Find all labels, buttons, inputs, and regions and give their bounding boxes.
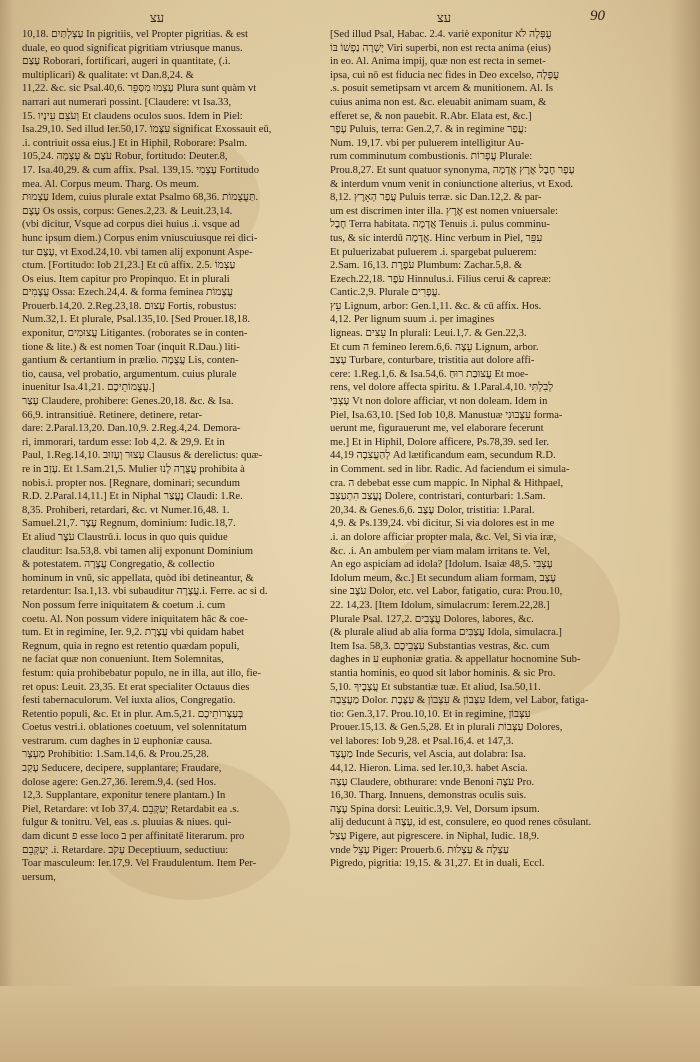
text-line: clauditur: Isa.53,8. vbi tamen alij exponunt Dominium (22, 545, 253, 557)
text-line: Coetus vestri.i. oblationes coetuum, vel solennitatum (22, 722, 247, 734)
text-line: ret opus: Leuit. 23,35. Et erat specialiter Octauus dies (22, 681, 250, 693)
text-line: מַעֲצֵבָה Dolor. עִצָּבוֹן & עִצְּבוֹן & עַצֶּבֶת Idem, vel Labor, fatiga- (330, 695, 589, 707)
text-line: עֲצָמִים Ossa: Ezech.24,4. & forma feminea עֲצָמוֹת (22, 287, 234, 299)
text-line: עָצְבִּי Vt non dolore afficiar, vt non doleam. Idem in (330, 396, 548, 408)
text-line: [Sed illud Psal, Habac. 2.4. variè exponitur עֻפְּלָה לֹא (330, 29, 552, 40)
text-line: עָפָר Puluis, terra: Gen.2,7. & in regimine עֲפַר: (330, 124, 527, 136)
text-line: 15. וְעֹצֵם עֵינָיו Et claudens oculos suos. Idem in Piel: (22, 110, 243, 122)
text-line: עֶצֶם Os ossis, corpus: Genes.2,23. & Leuit.23,14. (22, 205, 233, 217)
text-line: mea. Al. Corpus meum. Tharg. Os meum. (22, 178, 200, 190)
text-line: עָצַב Turbare, conturbare, tristitia aut dolore affi- (330, 355, 535, 367)
text-line: Plurale Psal. 127,2. עֲצָבִים Dolores, labores, &c. (330, 613, 534, 625)
text-line: stantia hominis, eo quod sit labor hominis. & sic Pro. (330, 667, 556, 679)
text-line: .i. contriuit ossa eius.] Et in Hiphil, Roborare: Psalm. (22, 137, 248, 149)
text-line: rens, vel dolore affecta spiritu. & 1.Paral.4,10. לְבִלְתִּי (330, 382, 554, 394)
text-line: hominum in vnū, sic appellata, quòd ibi detineantur, & (22, 572, 254, 584)
text-line: עָצַר Claudere, prohibere: Genes.20,18. &c. & Isa. (22, 396, 234, 408)
text-line: cra. ה debebat esse cum mappic. In Niphal & Hithpael, (330, 477, 564, 489)
page-number: 90 (590, 8, 605, 24)
text-line: sine עֹצֶב Dolor, etc. vel Labor, fatigatio, cura: Prou.10, (330, 586, 563, 598)
text-line: .s. posuit semetipsam vt arcem & munitionem. Al. Is (330, 83, 554, 95)
text-line: Non possum ferre iniquitatem & coetum .i. cum (22, 599, 226, 611)
text-line: 20,34. & Genes.6,6. עֶצֶב Dolor, tristitia: 1.Paral. (330, 504, 535, 516)
text-line: (vbi dicitur, Vsque ad corpus diei huius .i. vsque ad (22, 219, 240, 231)
text-line: Os eius. Item capitur pro Propinquo. Et in plurali (22, 273, 230, 285)
text-line: Item Isa. 58,3. עַצְּבֵיכֶם Substantias vestras, &c. cum (330, 640, 550, 652)
text-line: me.] Et in Hiphil, Dolore afficere, Ps.78,39. sed Ier. (330, 436, 549, 448)
page-header (0, 8, 700, 28)
text-line: tio, causa, vel probatio, argumentum. cuius plurale (22, 368, 237, 380)
page-edge-shadow (670, 0, 700, 1062)
text-line: ipsa, cui nō est fiducia nec fides in Deo excelso, עֻפְּלָה (330, 69, 560, 81)
text-line: tio: Gen.3,17. Prou.10,10. Et in regimine, עִצְּבוֹן (330, 708, 531, 720)
text-line: An ego aspiciam ad idola? [Idolum. Isaiæ 48,5. עָצְבִּי (330, 559, 553, 571)
text-line: inuenitur Isa.41,21. עֲצֻמוֹתֵיכֶם.] (22, 382, 155, 394)
text-line: 8,12. עֲפַר הָאָרֶץ Puluis terræ. sic Dan.12,2. & par- (330, 192, 542, 204)
text-line: alij deducunt à עָצָה, id est, consulere, eo quod renes cōsulant. (330, 817, 592, 829)
text-line: Piel, Retardare: vt Iob 37,4. יְעַקְּבֵם Retardabit ea .s. (22, 803, 240, 815)
text-line: 44,19 לְהַעֲצִבָה Ad lætificandum eam, secundum R.D. (330, 450, 556, 462)
text-line: 4,12. Per lignum suum .i. per imagines (330, 314, 495, 326)
text-line: cuius anima non est. &c. eleuabit animam suam, & (330, 96, 547, 108)
text-line: & interdum vnum venit in coniunctione alterius, vt Exod. (330, 178, 574, 190)
text-line: um est discrimen inter illa. אֶרֶץ est nomen vniuersale: (330, 205, 559, 217)
text-line: coetu. Al. Non possum videre iniquitatem hâc & coe- (22, 613, 248, 625)
text-line: .i. an dolore afficiar propter mala, &c. Vel, Si via iræ, (330, 531, 557, 543)
text-line: tum. Et in regimine, Ier. 9,2. עֲצֶרֶת vbi quidam habet (22, 627, 245, 639)
text-line: tione & lite.) & est nomen Toar (inquit R.Dau.) liti- (22, 341, 240, 353)
text-line: Toar masculeum: Ier.17,9. Vel Fraudulentum. Item Per- (22, 858, 257, 870)
text-line: uerunt me, figurauerunt me, vel elaborare fecerunt (330, 423, 544, 435)
text-line: 8,35. Prohiberi, retardari, &c. vt Numer.16,48. 1. (22, 504, 230, 516)
text-line: Samuel.21,7. עֶצֶר Regnum, dominium: Iudic.18,7. (22, 518, 236, 530)
text-line: vestrarum. cum daghes in ע euphoniæ causa. (22, 735, 213, 747)
text-line: עַצְמוּת Idem, cuius plurale extat Psalmo 68,36. תַּעֲצֻמוֹת. (22, 192, 259, 204)
text-line: 66,9. intransitiuè. Retinere, detinere, retar- (22, 409, 203, 421)
text-line: in eo. Al. Anima impij, quæ non est recta in semet- (330, 56, 546, 68)
text-line: Paul, 1.Reg.14,10. עָצוּר וְעָזוּב Clausus & derelictus: quæ- (22, 450, 263, 462)
text-line: tur עֶצֶם, vt Exod.24,10. vbi tamen alij exponunt Aspe- (22, 246, 253, 258)
text-line: עָצַל Pigere, aut pigrescere. in Niphal, Iudic. 18,9. (330, 831, 540, 843)
page-gutter-shadow (0, 0, 14, 1062)
text-line: retardentur: Isa.1,13. vbi subauditur עֲצָרָה.i. Ferre. ac si d. (22, 586, 268, 598)
text-line: 11,22. &c. sic Psal.40,6. עָצְמוּ מִסַּפֵּר Plura sunt quàm vt (22, 83, 257, 95)
text-line: Et puluerizabat puluerem .i. spargebat puluerem: (330, 246, 537, 258)
text-line: re in עָזַב. Et 1.Sam.21,5. Mulier עֲצֻרָה לָנוּ prohibita à (22, 464, 245, 475)
text-line: Et aliud עֹצֶר Claustrū.i. locus in quo quis quidue (22, 531, 228, 543)
text-line: R.D. 2.Paral.14,11.] Et in Niphal נֶעֱצַר Claudi: 1.Re. (22, 491, 243, 503)
text-line: dolose agere: Gen.27,36. Ierem.9,4. (sed Hos. (22, 776, 217, 788)
text-line: Num. 19,17. vbi per puluerem intelligitur Au- (330, 137, 524, 149)
text-line: (& plurale aliud ab alia forma עֲצַבִּים Idola, simulacra.] (330, 627, 562, 639)
text-line: 105,24. עֹצֶם & עָצְמָה Robur, fortitudo: Deuter.8, (22, 151, 228, 163)
text-line: multiplicari) & qualitate: vt Dan.8,24. & (22, 69, 194, 81)
text-line: Regnum, quia in regno est retentio quædam populi, (22, 640, 240, 652)
left-column (22, 28, 314, 884)
text-line: עָצָה Claudere, obthurare: vnde Benoni עֹצֶה Pro. (330, 776, 535, 788)
page-bottom-margin (0, 986, 700, 1062)
text-line: Prou.8,27. Et sunt quatuor synonyma, עָפָר חֶבֶל אֶרֶץ אֲדָמָה (330, 164, 575, 176)
right-column (330, 28, 615, 871)
text-line: ne faciat quæ non conueniunt. Item Solemnitas, (22, 654, 224, 666)
text-line: daghes in ע euphoniæ gratia. & appellatur hocnomine Sub- (330, 654, 581, 666)
text-line: 16,30. Tharg. Innuens, demonstras oculis suis. (330, 790, 527, 802)
text-line: חֶבֶל Terra habitata. אֲדָמָה Tenuis .i. pulus comminu- (330, 219, 550, 231)
text-line: 17. Isa.40,29. & cum affix. Psal. 139,15. עָצְמִי Fortitudo (22, 164, 259, 176)
text-line: tus, & sic interdū אֲדָמָה. Hinc verbum in Piel, עִפֵּר (330, 232, 543, 244)
text-line: 10,18. עַצְלְתַּיִם In pigritiis, vel Propter pigritias. & est (22, 29, 248, 40)
text-line: nobis.i. propter nos. [Regnare, dominari; secundum (22, 477, 241, 489)
text-line: 44,12. Hieron. Lima. sed Ier.10,3. habet Ascia. (330, 763, 528, 775)
text-line: 5,10. עֲצָבֶיךָ Et substantiæ tuæ. Et aliud, Isa.50,11. (330, 681, 541, 693)
text-line: & potestatem. עֲצָרָה Congregatio, & collectio (22, 559, 215, 571)
text-line: Ezech.22,18. עֹפֶר Hinnulus.i. Filius cerui & capreæ: (330, 273, 552, 285)
text-line: rum comminutum combustionis. עֲפָרוֹת Plurale: (330, 151, 533, 163)
text-line: Et cum ה femineo Ierem.6,6. עֵצָה Lignum, arbor. (330, 341, 539, 353)
text-line: gantium & certantium in prælio. עֲצֻמָה Lis, conten- (22, 355, 239, 367)
text-line: עֵץ Lignum, arbor: Gen.1,11. &c. & cū affix. Hos. (330, 300, 542, 312)
text-line: dare: 2.Paral.13,20. Dan.10,9. 2.Reg.4,24. Demora- (22, 423, 241, 435)
text-line: 4,9. & Ps.139,24. vbi dicitur, Si via dolores est in me (330, 518, 555, 530)
text-line: festi tabernaculorum. Vel iuxta alios, Congregatio. (22, 695, 236, 707)
text-line: ri, immorari, tardum esse: Iob 4,2. & 29,9. Et in (22, 436, 225, 448)
text-line: 12,3. Supplantare, exponitur tenere plantam.) In (22, 790, 226, 802)
text-line: 22. 14,23. [Item Idolum, simulacrum: Ierem.22,28.] (330, 599, 550, 611)
text-line: יְעַקְּבֵם .i. Retardare. עָקֹב Deceptiuum, seductiuu: (22, 844, 229, 856)
text-line: Num.32,1. Et plurale, Psal.135,10. [Sed Prouer.18,18. (22, 314, 251, 326)
text-line: dam dicunt פ esse loco ב per affinitatē literarum. pro (22, 831, 245, 843)
text-line: ligneas. עֵצִים In plurali: Leui.1,7. & Gen.22,3. (330, 328, 527, 340)
text-line: Idolum meum, &c.] Et secundum aliam formam, עָצָב (330, 572, 557, 584)
text-line: vel labores: Iob 9,28. et Psal.16,4. et 147,3. (330, 735, 514, 747)
text-line: efferet se, & non pauebit. R.Abr. Elata est, &c.] (330, 110, 532, 122)
text-line: duale, eo quod significat pigritiam vtriusque manus. (22, 42, 243, 54)
text-line: cere: 1.Reg.1,6. & Isa.54,6. עֲצוּבַת רוּחַ Et moe- (330, 368, 529, 380)
text-line: מַעְצָר Prohibitio: 1.Sam.14,6. & Prou.25,28. (22, 749, 209, 761)
text-line: יָשְׁרָה נַפְשׁוֹ בּוֹ Viri superbi, non est recta anima (eius) (330, 42, 551, 54)
text-line: מַעֲצָד Inde Securis, vel Ascia, aut dolabra: Isa. (330, 749, 526, 761)
text-line: ctum. [Fortitudo: Iob 21,23.] Et cū affix. 2.5. עַצְמוֹ (22, 260, 236, 272)
text-line: Cantic.2,9. Plurale עֳפָרִים. (330, 287, 441, 299)
text-line: נֶעֱצַב הִתְעַצֵּב Dolere, contristari, conturbari: 1.Sam. (330, 491, 546, 503)
text-line: festum: quia prohibebatur populo, ne in illa, aut illo, fie- (22, 667, 261, 679)
text-line: &c. .i. An ambulem per viam malam irritans te. Vel, (330, 545, 550, 557)
text-line: exponitur, עֲצוּמִים Litigantes. (roborates se in conten- (22, 328, 248, 340)
text-line: עָצַם Roborari, fortificari, augeri in quantitate, (.i. (22, 56, 231, 68)
text-line: in Comment. sed in libr. Radic. Ad faciendum ei simula- (330, 464, 570, 475)
text-line: Pigredo, pigritia: 19,15. & 31,27. Et in duali, Eccl. (330, 858, 545, 870)
text-line: 2.Sam. 16,13. עֹפֶרֶת Plumbum: Zachar.5,8. & (330, 260, 523, 272)
text-line: עָצֶה Spina dorsi: Leuitic.3,9. Vel, Dorsum ipsum. (330, 803, 540, 815)
text-line: Piel, Isa.63,10. [Sed Iob 10,8. Manustuæ עִצְּבוּנִי forma- (330, 409, 563, 421)
text-line: Prouer.15,13. & Gen.5,28. Et in plurali עַצְּבוֹת Dolores, (330, 722, 563, 734)
text-line: narrari aut numerari possint. [Claudere: vt Isa.33, (22, 96, 232, 108)
text-line: uersum, (22, 871, 56, 883)
running-head-right: עצ (437, 10, 452, 25)
text-line: Isa.29,10. Sed illud Ier.50,17. עִצְּמוֹ significat Exossauit eū, (22, 124, 272, 136)
running-head-left: עצ (150, 10, 165, 25)
text-line: Retentio populi, &c. Et in plur. Am.5,21. בְּעַצְּרוֹתֵיכֶם (22, 708, 244, 720)
text-line: vnde עָצֵל Piger: Prouerb.6. עַצְלָה & עַצְלוּת (330, 844, 509, 856)
text-line: Prouerb.14,20. 2.Reg.23,18. עָצוּם Fortis, robustus: (22, 300, 237, 312)
text-line: hunc ipsum diem.) Corpus enim vniuscuiusque rei dici- (22, 232, 258, 244)
text-line: fulgur & tonitru. Vel, eas .s. pluuias & niues. qui- (22, 817, 232, 829)
text-line: עָקַב Seducere, decipere, supplantare; Fraudare, (22, 763, 222, 775)
